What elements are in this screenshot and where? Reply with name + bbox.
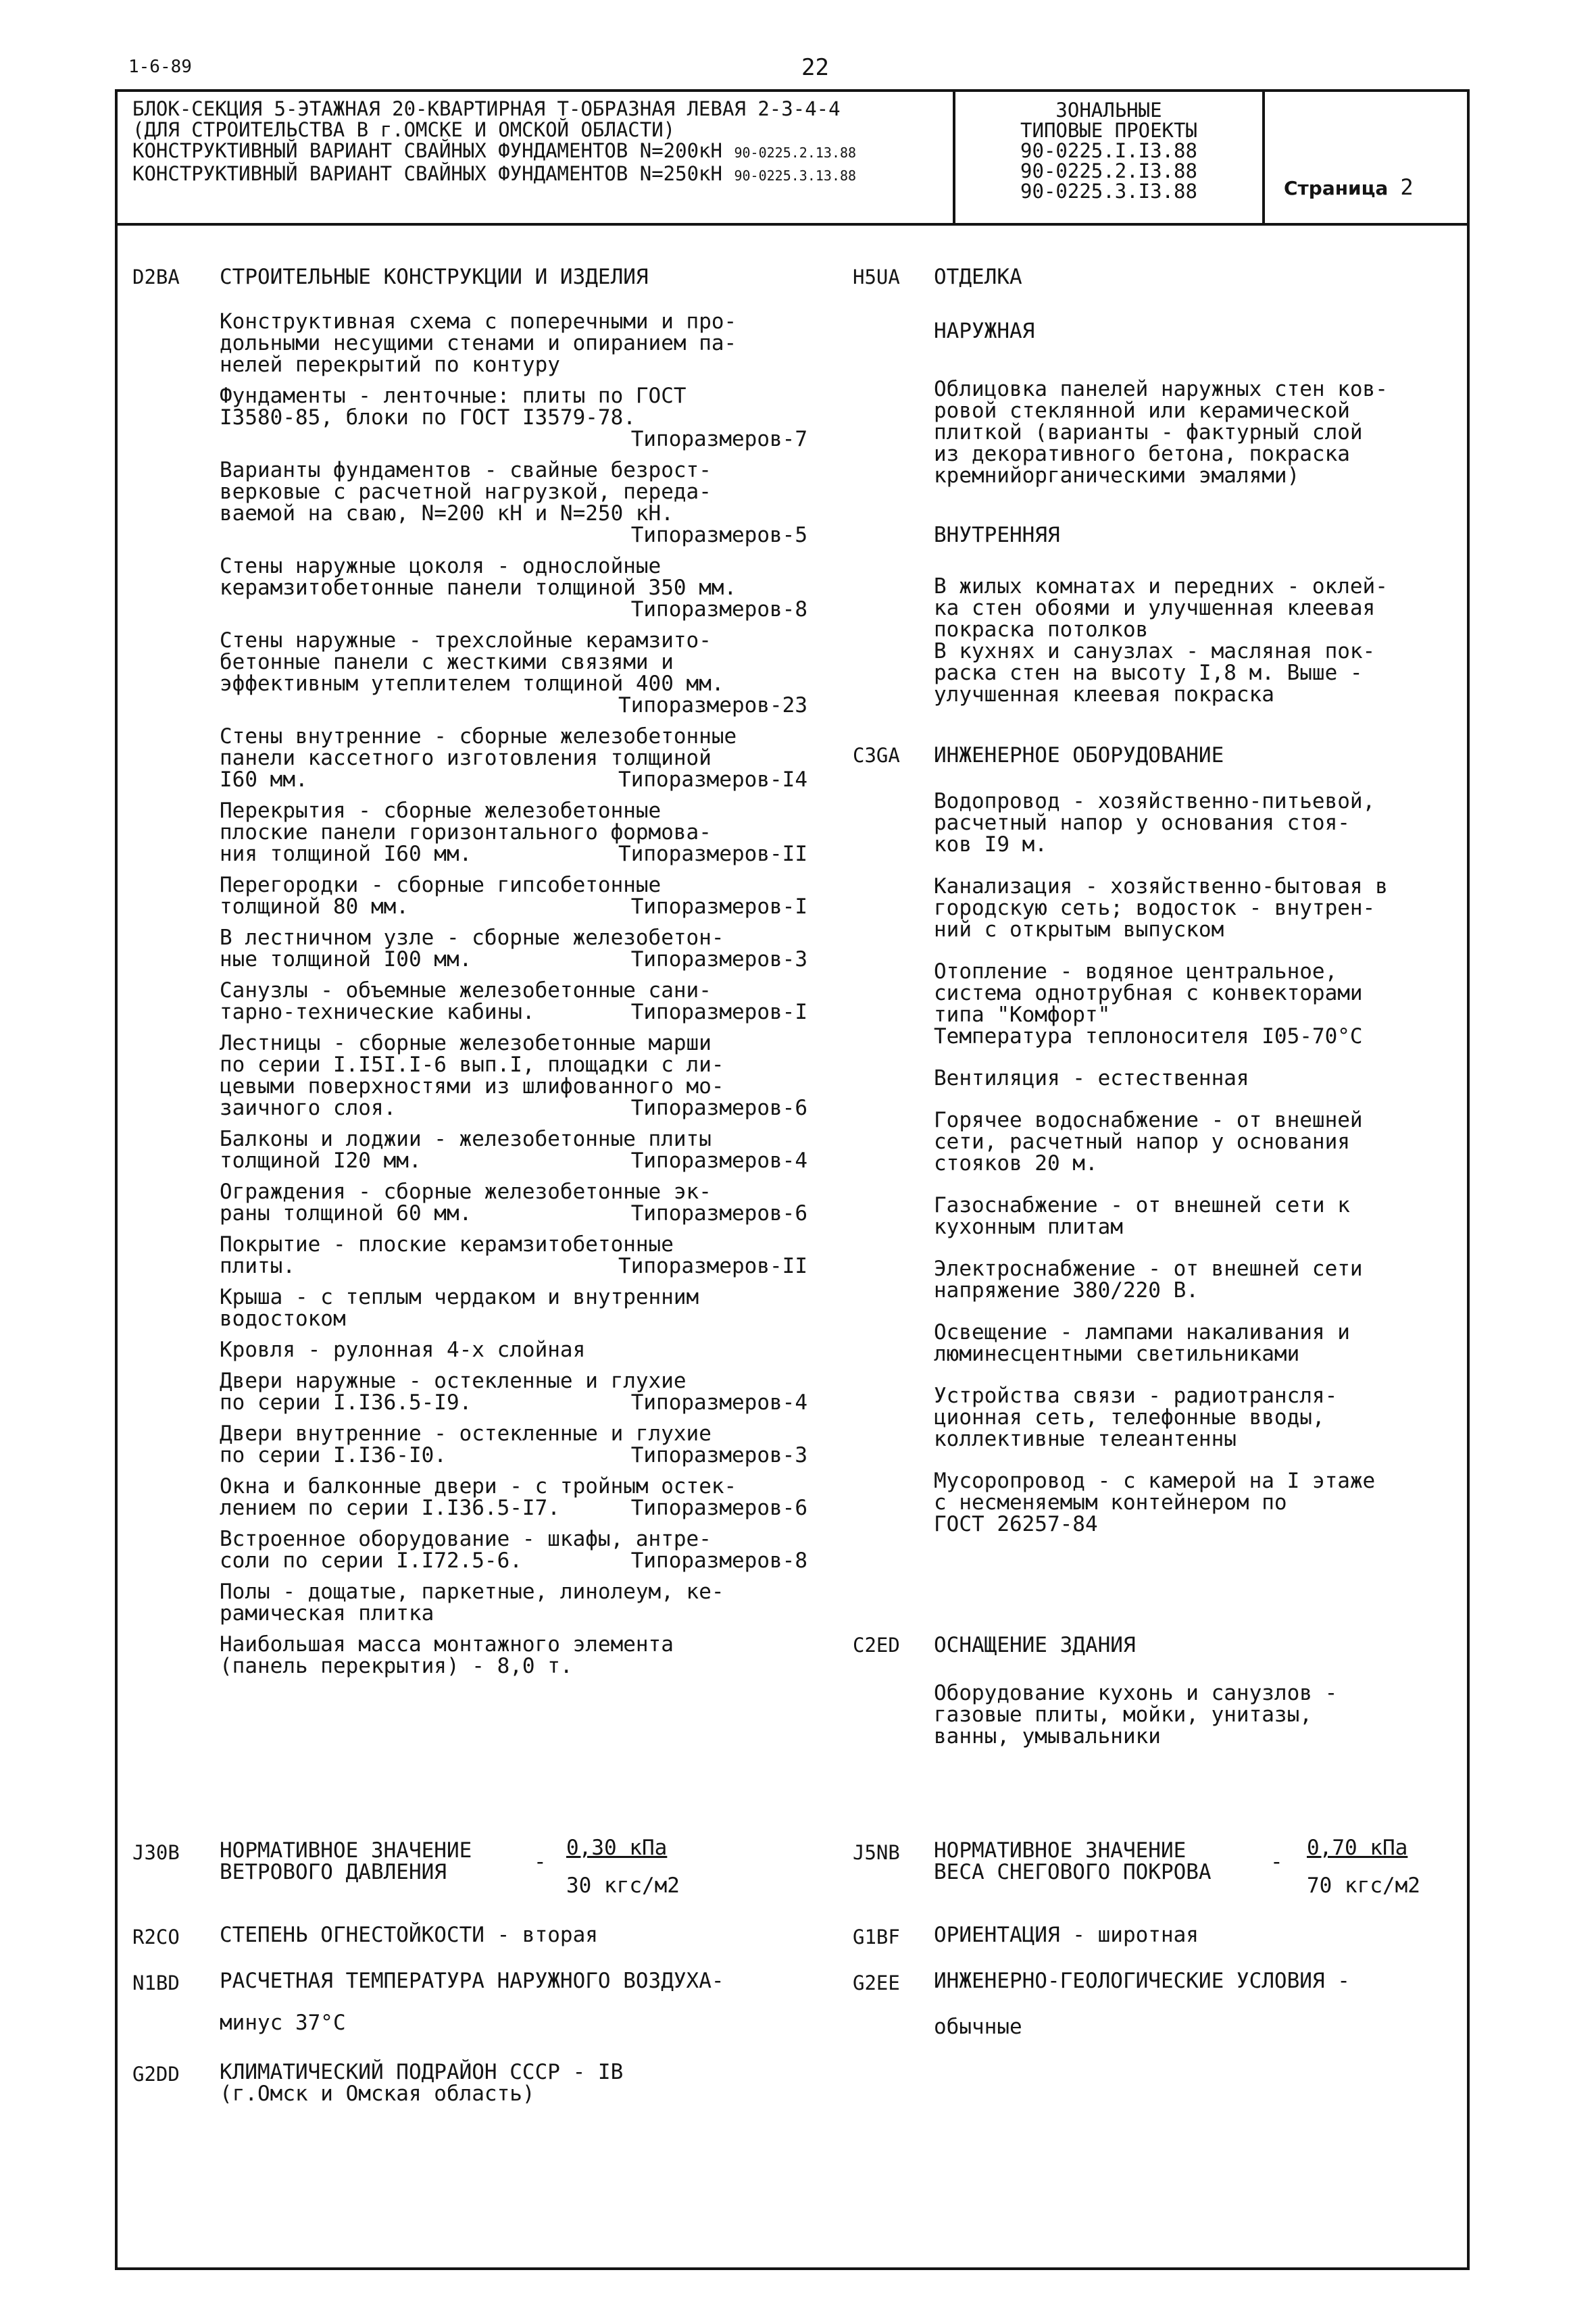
section-code: C2ED bbox=[853, 1634, 900, 1657]
section-title: ОСНАЩЕНИЕ ЗДАНИЯ bbox=[934, 1633, 1136, 1657]
item-typesize-count: Типоразмеров-I bbox=[630, 895, 807, 919]
construction-item bbox=[220, 1581, 807, 1624]
variant-code: 90-0225.3.13.88 bbox=[734, 168, 857, 184]
construction-item bbox=[220, 1181, 807, 1224]
item-typesize-count: Типоразмеров-7 bbox=[630, 427, 807, 451]
construction-item bbox=[220, 1423, 807, 1466]
section-code: C3GA bbox=[853, 744, 900, 767]
fire-resistance: СТЕПЕНЬ ОГНЕСТОЙКОСТИ - вторая bbox=[220, 1923, 598, 1947]
item-typesize-count: Типоразмеров-4 bbox=[630, 1390, 807, 1415]
construction-item bbox=[220, 927, 807, 970]
construction-item-text: Крыша - с теплым чердаком и внутренним водостоком bbox=[220, 1285, 699, 1331]
param-code: J5NB bbox=[853, 1841, 900, 1864]
item-typesize-count: Типоразмеров-3 bbox=[630, 947, 807, 972]
item-typesize-count: Типоразмеров-II bbox=[618, 842, 807, 866]
construction-item bbox=[220, 726, 807, 790]
zonal-line: ТИПОВЫЕ ПРОЕКТЫ bbox=[1020, 119, 1197, 142]
section-title: ОТДЕЛКА bbox=[934, 265, 1022, 289]
equipment-item: Газоснабжение - от внешней сети к кухонным плитам bbox=[934, 1193, 1350, 1239]
construction-item-text: Санузлы - объемные железобетонные сани- тарно-технические кабины. bbox=[220, 978, 712, 1024]
construction-item bbox=[220, 874, 807, 917]
title-line: БЛОК-СЕКЦИЯ 5-ЭТАЖНАЯ 20-КВАРТИРНАЯ Т-ОБРАЗНАЯ ЛЕВАЯ 2-3-4-4 bbox=[132, 97, 841, 120]
wind-label: НОРМАТИВНОЕ ЗНАЧЕНИЕ ВЕТРОВОГО ДАВЛЕНИЯ bbox=[220, 1838, 472, 1884]
snow-label: НОРМАТИВНОЕ ЗНАЧЕНИЕ ВЕСА СНЕГОВОГО ПОКРОВА bbox=[934, 1838, 1212, 1884]
design-temperature: РАСЧЕТНАЯ ТЕМПЕРАТУРА НАРУЖНОГО ВОЗДУХА- bbox=[220, 1969, 724, 1993]
equipment-item: Освещение - лампами накаливания и люминесцентными светильниками bbox=[934, 1320, 1350, 1366]
snow-value: 0,70 кПа bbox=[1307, 1836, 1408, 1860]
param-code: G1BF bbox=[853, 1926, 900, 1948]
construction-item-text: Двери наружные - остекленные и глухие по серии I.I36.5-I9. bbox=[220, 1369, 687, 1415]
equipment-item: Устройства связи - радиотрансля- ционная сеть, телефонные вводы, коллективные телеантенны bbox=[934, 1384, 1338, 1451]
param-code: G2EE bbox=[853, 1971, 900, 1994]
zonal-line: ЗОНАЛЬНЫЕ bbox=[1055, 99, 1162, 122]
item-typesize-count: Типоразмеров-5 bbox=[630, 523, 807, 547]
construction-item-text: Окна и балконные двери - с тройным остек- лением по серии I.I36.5-I7. bbox=[220, 1474, 737, 1520]
item-typesize-count: Типоразмеров-3 bbox=[630, 1443, 807, 1467]
construction-item bbox=[220, 1476, 807, 1519]
item-typesize-count: Типоразмеров-6 bbox=[630, 1496, 807, 1520]
equip-items bbox=[934, 790, 1434, 1555]
header-bottom-rule bbox=[115, 223, 1470, 226]
section-title: СТРОИТЕЛЬНЫЕ КОНСТРУКЦИИ И ИЗДЕЛИЯ bbox=[220, 265, 649, 289]
construction-item bbox=[220, 980, 807, 1023]
construction-item-text: Наибольшая масса монтажного элемента (панель перекрытия) - 8,0 т. bbox=[220, 1632, 674, 1678]
param-code: N1BD bbox=[132, 1971, 180, 1994]
snow-dash: - bbox=[1270, 1850, 1283, 1874]
construction-item bbox=[220, 1634, 807, 1677]
param-code: R2CO bbox=[132, 1926, 180, 1948]
climate-subregion: КЛИМАТИЧЕСКИЙ ПОДРАЙОН СССР - IB (г.Омск и Омская область) bbox=[220, 2060, 624, 2106]
zonal-projects bbox=[958, 100, 1260, 201]
finish-inner-text: В жилых комнатах и передних - оклей- ка стен обоями и улучшенная клеевая покраска потолков В кухнях и санузлах - масляная пок- раска стен на высоту I,8 м. Выше - улучшенная клеевая покраска bbox=[934, 574, 1388, 707]
construction-item-text: Конструктивная схема с поперечными и про- дольными несущими стенами и опиранием па- нелей перекрытий по контуру bbox=[220, 309, 737, 377]
wind-alt-value: 30 кгс/м2 bbox=[566, 1873, 680, 1898]
param-code: G2DD bbox=[132, 2063, 180, 2086]
equipment-item: Канализация - хозяйственно-бытовая в городскую сеть; водосток - внутрен- ний с открытым выпуском bbox=[934, 874, 1388, 942]
construction-item bbox=[220, 1528, 807, 1571]
document-code: 1-6-89 bbox=[128, 57, 192, 77]
finish-outer-text: Облицовка панелей наружных стен ков- ровой стеклянной или керамической плиткой (варианты - фактурный слой из декоративного бетона, покраска кремнийорганическими эмалями) bbox=[934, 377, 1388, 488]
item-typesize-count: Типоразмеров-8 bbox=[630, 1549, 807, 1573]
construction-item bbox=[220, 1339, 807, 1361]
construction-item bbox=[220, 1370, 807, 1413]
item-typesize-count: Типоразмеров-6 bbox=[630, 1096, 807, 1120]
item-typesize-count: Типоразмеров-8 bbox=[630, 597, 807, 622]
subsection-title: НАРУЖНАЯ bbox=[934, 319, 1035, 343]
construction-item-text: Кровля - рулонная 4-х слойная bbox=[220, 1338, 586, 1362]
section-title: ИНЖЕНЕРНОЕ ОБОРУДОВАНИЕ bbox=[934, 743, 1224, 768]
construction-item-text: Двери внутренние - остекленные и глухие по серии I.I36-I0. bbox=[220, 1422, 712, 1467]
construction-item-text: Встроенное оборудование - шкафы, антре- соли по серии I.I72.5-6. bbox=[220, 1527, 712, 1573]
construction-item-text: Стены наружные - трехслойные керамзито- бетонные панели с жесткими связями и эффективным утеплителем толщиной 400 мм. bbox=[220, 628, 724, 696]
construction-item bbox=[220, 385, 807, 450]
equipment-item: Электроснабжение - от внешней сети напряжение 380/220 В. bbox=[934, 1257, 1363, 1303]
equipment-item: Вентиляция - естественная bbox=[934, 1066, 1249, 1090]
orientation: ОРИЕНТАЦИЯ - широтная bbox=[934, 1923, 1199, 1947]
variant-line: КОНСТРУКТИВНЫЙ ВАРИАНТ СВАЙНЫХ ФУНДАМЕНТОВ N=250кН bbox=[132, 162, 722, 185]
construction-item-text: В лестничном узле - сборные железобетон- ные толщиной I00 мм. bbox=[220, 926, 724, 972]
page-value: 2 bbox=[1400, 174, 1414, 200]
page-number: 22 bbox=[801, 54, 829, 81]
param-code: J30B bbox=[132, 1841, 180, 1864]
construction-item bbox=[220, 311, 807, 376]
construction-item-text: Стены внутренние - сборные железобетонные панели кассетного изготовления толщиной I60 мм. bbox=[220, 724, 737, 792]
construction-item bbox=[220, 555, 807, 620]
item-typesize-count: Типоразмеров-4 bbox=[630, 1149, 807, 1173]
construction-item-text: Полы - дощатые, паркетные, линолеум, ке- рамическая плитка bbox=[220, 1580, 724, 1626]
snow-alt-value: 70 кгс/м2 bbox=[1307, 1873, 1420, 1898]
construction-item-text: Фундаменты - ленточные: плиты по ГОСТ I3580-85, блоки по ГОСТ I3579-78. bbox=[220, 384, 687, 430]
item-typesize-count: Типоразмеров-23 bbox=[618, 693, 807, 718]
construction-item-text: Перекрытия - сборные железобетонные плоские панели горизонтального формова- ния толщиной I60 мм. bbox=[220, 799, 712, 866]
construction-item-text: Покрытие - плоские керамзитобетонные плиты. bbox=[220, 1232, 674, 1278]
construction-item bbox=[220, 1128, 807, 1172]
title-line: (ДЛЯ СТРОИТЕЛЬСТВА В г.ОМСКЕ И ОМСКОЙ ОБЛАСТИ) bbox=[132, 118, 676, 141]
item-typesize-count: Типоразмеров-I4 bbox=[618, 768, 807, 792]
construction-item-text: Балконы и лоджии - железобетонные плиты толщиной I20 мм. bbox=[220, 1127, 712, 1173]
construction-item-text: Ограждения - сборные железобетонные эк- раны толщиной 60 мм. bbox=[220, 1180, 712, 1226]
item-typesize-count: Типоразмеров-I bbox=[630, 1000, 807, 1024]
outfit-text: Оборудование кухонь и санузлов - газовые плиты, мойки, унитазы, ванны, умывальники bbox=[934, 1681, 1338, 1749]
construction-item bbox=[220, 800, 807, 865]
construction-item bbox=[220, 630, 807, 716]
design-temperature-value: минус 37°С bbox=[220, 2011, 346, 2035]
zonal-line: 90-0225.I.I3.88 bbox=[1020, 139, 1197, 162]
header-divider bbox=[953, 89, 955, 224]
item-typesize-count: Типоразмеров-6 bbox=[630, 1201, 807, 1226]
construction-item bbox=[220, 1234, 807, 1277]
variant-line: КОНСТРУКТИВНЫЙ ВАРИАНТ СВАЙНЫХ ФУНДАМЕНТОВ N=200кН bbox=[132, 139, 722, 162]
header-title-block bbox=[132, 99, 937, 186]
geo-conditions: ИНЖЕНЕРНО-ГЕОЛОГИЧЕСКИЕ УСЛОВИЯ - bbox=[934, 1969, 1350, 1993]
construction-item-text: Лестницы - сборные железобетонные марши по серии I.I5I.I-6 вып.I, площадки с ли- цевыми поверхностями из шлифованного мо- заичного слоя. bbox=[220, 1031, 724, 1120]
zonal-line: 90-0225.2.I3.88 bbox=[1020, 159, 1197, 182]
header-divider bbox=[1262, 89, 1265, 224]
variant-code: 90-0225.2.13.88 bbox=[734, 145, 857, 161]
item-typesize-count: Типоразмеров-II bbox=[618, 1254, 807, 1278]
left-items bbox=[220, 311, 807, 1686]
wind-value: 0,30 кПа bbox=[566, 1836, 668, 1860]
section-code: D2BA bbox=[132, 266, 180, 288]
geo-conditions-value: обычные bbox=[934, 2015, 1022, 2039]
subsection-title: ВНУТРЕННЯЯ bbox=[934, 523, 1060, 547]
page-label: Страница bbox=[1284, 177, 1389, 199]
equipment-item: Отопление - водяное центральное, система однотрубная с конвекторами типа "Комфорт" Температура теплоносителя I05-70°C bbox=[934, 959, 1363, 1049]
wind-dash: - bbox=[534, 1850, 547, 1874]
equipment-item: Горячее водоснабжение - от внешней сети, расчетный напор у основания стояков 20 м. bbox=[934, 1108, 1363, 1176]
construction-item bbox=[220, 1286, 807, 1330]
construction-item-text: Варианты фундаментов - свайные безрост- верковые с расчетной нагрузкой, переда- ваемой на сваю, N=200 кН и N=250 кН. bbox=[220, 458, 712, 526]
sheet-page bbox=[1284, 174, 1414, 200]
construction-item-text: Стены наружные цоколя - однослойные керамзитобетонные панели толщиной 350 мм. bbox=[220, 554, 737, 600]
zonal-line: 90-0225.3.I3.88 bbox=[1020, 180, 1197, 203]
section-code: H5UA bbox=[853, 266, 900, 288]
construction-item bbox=[220, 1032, 807, 1119]
equipment-item: Мусоропровод - с камерой на I этаже с несменяемым контейнером по ГОСТ 26257-84 bbox=[934, 1469, 1376, 1536]
equipment-item: Водопровод - хозяйственно-питьевой, расчетный напор у основания стоя- ков I9 м. bbox=[934, 789, 1376, 857]
construction-item bbox=[220, 459, 807, 546]
construction-item-text: Перегородки - сборные гипсобетонные толщиной 80 мм. bbox=[220, 873, 662, 919]
